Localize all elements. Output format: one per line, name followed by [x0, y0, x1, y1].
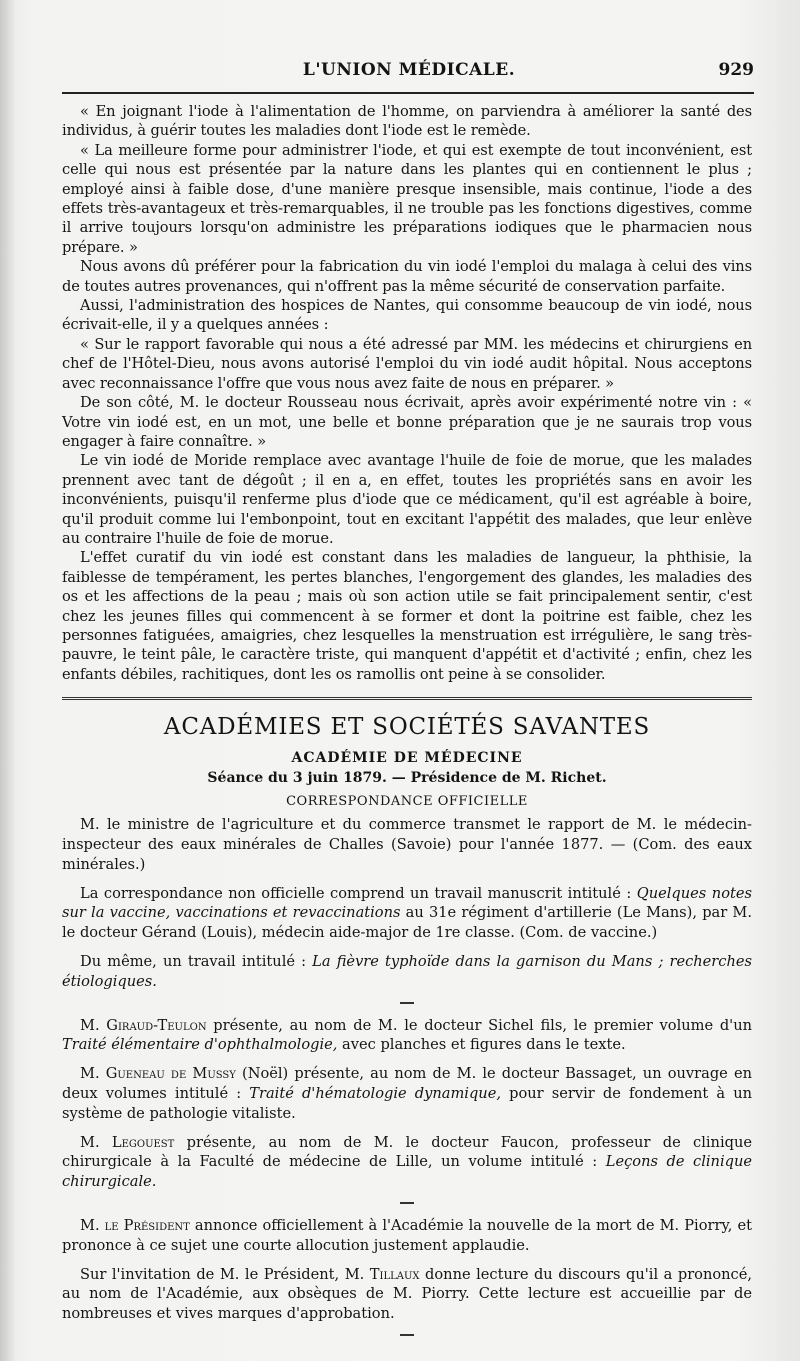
paragraph-text: présente, au nom de M. le docteur Sichel fils, le premier volume d'un	[206, 1016, 752, 1034]
paragraph: Aussi, l'administration des hospices de Nantes, qui consomme beaucoup de vin iodé, nous écrivait-elle, il y a quelques années :	[62, 297, 752, 334]
paragraph: « Sur le rapport favorable qui nous a été adressé par MM. les médecins et chirurgiens en chef de l'Hôtel-Dieu, nous avons autorisé l'emploi du vin iodé audit hôpital. Nous acceptons avec reconnaissance l'offre que vous nous avez faite de nous en préparer. »	[62, 335, 752, 392]
paragraph	[62, 1064, 752, 1123]
paragraph: « La meilleure forme pour administrer l'iode, et qui est exempte de tout inconvénient, est celle qui nous est présentée par la nature dans les plantes qui en contiennent le plus ; employé ainsi à faible dose, d'une manière presque insensible, mais continue, l'iode a des effets très-avantageux et très-remarquables, il ne trouble pas les fonctions digestives, comme il arrive toujours lorsqu'on administre les préparations iodiques que le pharmacien nous prépare. »	[62, 141, 752, 256]
paragraph-text: avec planches et figures dans le texte.	[337, 1036, 626, 1054]
work-title: Quelques notes sur la vaccine, vaccinations et revaccinations	[62, 884, 752, 922]
section-separator	[62, 697, 752, 700]
paragraph-separator	[400, 1002, 414, 1004]
paragraph: De son côté, M. le docteur Rousseau nous écrivait, après avoir expérimenté notre vin : « Votre vin iodé est, en un mot, une belle et bonne préparation que je ne saurais trop vous engager à faire connaître. »	[62, 394, 752, 450]
section-title: ACADÉMIES ET SOCIÉTÉS SAVANTES	[163, 714, 651, 741]
paragraph-separator	[400, 1202, 414, 1204]
work-title: Traité élémentaire d'ophthalmologie,	[62, 1036, 338, 1054]
work-title: Traité d'hématologie dynamique,	[249, 1084, 501, 1102]
paragraph	[62, 1133, 752, 1192]
paragraph-text: (Noël) présente, au nom de M. le docteur Bassaget, un ouvrage en deux volumes intitulé :	[62, 1065, 752, 1102]
work-title: Leçons de clinique chirurgicale.	[62, 1153, 752, 1191]
correspondance-heading: CORRESPONDANCE OFFICIELLE	[286, 794, 528, 810]
paragraph: « En joignant l'iode à l'alimentation de l'homme, on parviendra à améliorer la santé des individus, à guérir toutes les maladies dont l'iode est le remède.	[62, 103, 752, 140]
paragraph-text: présente, au nom de M. le docteur Faucon, professeur de clinique chirurgicale à la Faculté de médecine de Lille, un volume intitulé :	[62, 1133, 753, 1171]
running-header	[64, 60, 754, 86]
work-title: La fièvre typhoïde dans la garnison du Mans ; recherches étiologiques.	[62, 952, 752, 990]
paragraph-text: Du même, un travail intitulé :	[80, 952, 313, 970]
paragraph	[62, 1016, 752, 1056]
speaker-name: M. Giraud-Teulon	[80, 1016, 207, 1034]
paragraph: L'effet curatif du vin iodé est constant dans les maladies de langueur, la phthisie, la faiblesse de tempérament, les pertes blanches, l'engorgement des glandes, les maladies des os et les affections de la peau ; mais où son action utile se fait principalement sentir, c'est chez les jeunes filles qui commencent à se former et dont la poitrine est faible, chez les personnes fatiguées, amaigries, chez lesquelles la menstruation est irrégulière, le sang très-pauvre, le teint pâle, le caractère triste, qui manquent d'appétit et d'activité ; enfin, chez les enfants débiles, rachitiques, dont les os ramollis ont peine à se consolider.	[62, 549, 752, 683]
paragraph-text: annonce officiellement à l'Académie la nouvelle de la mort de M. Piorry, et prononce à ce sujet une courte allocution justement applaudie.	[62, 1216, 752, 1254]
paragraph-text: au 31e régiment d'artillerie (Le Mans), par M. le docteur Gérand (Louis), médecin aide-major de 1re classe. (Com. de vaccine.)	[62, 904, 752, 942]
paragraph	[62, 1265, 752, 1324]
page-number: 929	[718, 60, 754, 80]
section-subtitle: ACADÉMIE DE MÉDECINE	[291, 750, 523, 767]
paragraph-text: La correspondance non officielle comprend un travail manuscrit intitulé :	[80, 884, 637, 902]
seance-line: Séance du 3 juin 1879. — Présidence de M. Richet.	[207, 770, 607, 787]
paragraph: M. le ministre de l'agriculture et du commerce transmet le rapport de M. le médecin-inspecteur des eaux minérales de Challes (Savoie) pour l'année 1877. — (Com. des eaux minérales.)	[62, 816, 752, 873]
speaker-name: M. Tillaux	[344, 1265, 420, 1283]
paragraph	[62, 884, 752, 943]
paragraph-text: pour servir de fondement à un système de pathologie vitaliste.	[62, 1084, 753, 1122]
speaker-name: M. le Président	[80, 1216, 190, 1234]
paragraph-text: donne lecture du discours qu'il a prononcé, au nom de l'Académie, aux obsèques de M. Piorry. Cette lecture est accueillie par de nombreuses et vives marques d'approbation.	[62, 1265, 752, 1323]
speaker-name: M. Legouest	[80, 1133, 175, 1151]
paragraph	[62, 1216, 752, 1256]
header-rule	[62, 92, 754, 94]
article-body	[62, 102, 752, 1348]
page-binding-edge	[0, 0, 14, 1361]
paragraph: Le vin iodé de Moride remplace avec avantage l'huile de foie de morue, que les malades prennent avec tant de dégoût ; il en a, en effet, toutes les propriétés sans en avoir les inconvénients, puisqu'il renferme plus d'iode que ce médicament, qu'il est agréable à boire, qu'il produit comme lui l'embonpoint, tout en excitant l'appétit des malades, que leur enlève au contraire l'huile de foie de morue.	[62, 452, 752, 547]
paragraph-text: Sur l'invitation de M. le Président,	[80, 1265, 345, 1283]
journal-title: L'UNION MÉDICALE.	[302, 60, 516, 80]
paragraph	[62, 952, 752, 992]
paragraph-separator	[400, 1334, 414, 1336]
speaker-name: M. Gueneau de Mussy	[80, 1065, 236, 1083]
paragraph: Nous avons dû préférer pour la fabrication du vin iodé l'emploi du malaga à celui des vins de toutes autres provenances, qui n'offrent pas la même sécurité de conservation parfaite.	[62, 258, 752, 295]
